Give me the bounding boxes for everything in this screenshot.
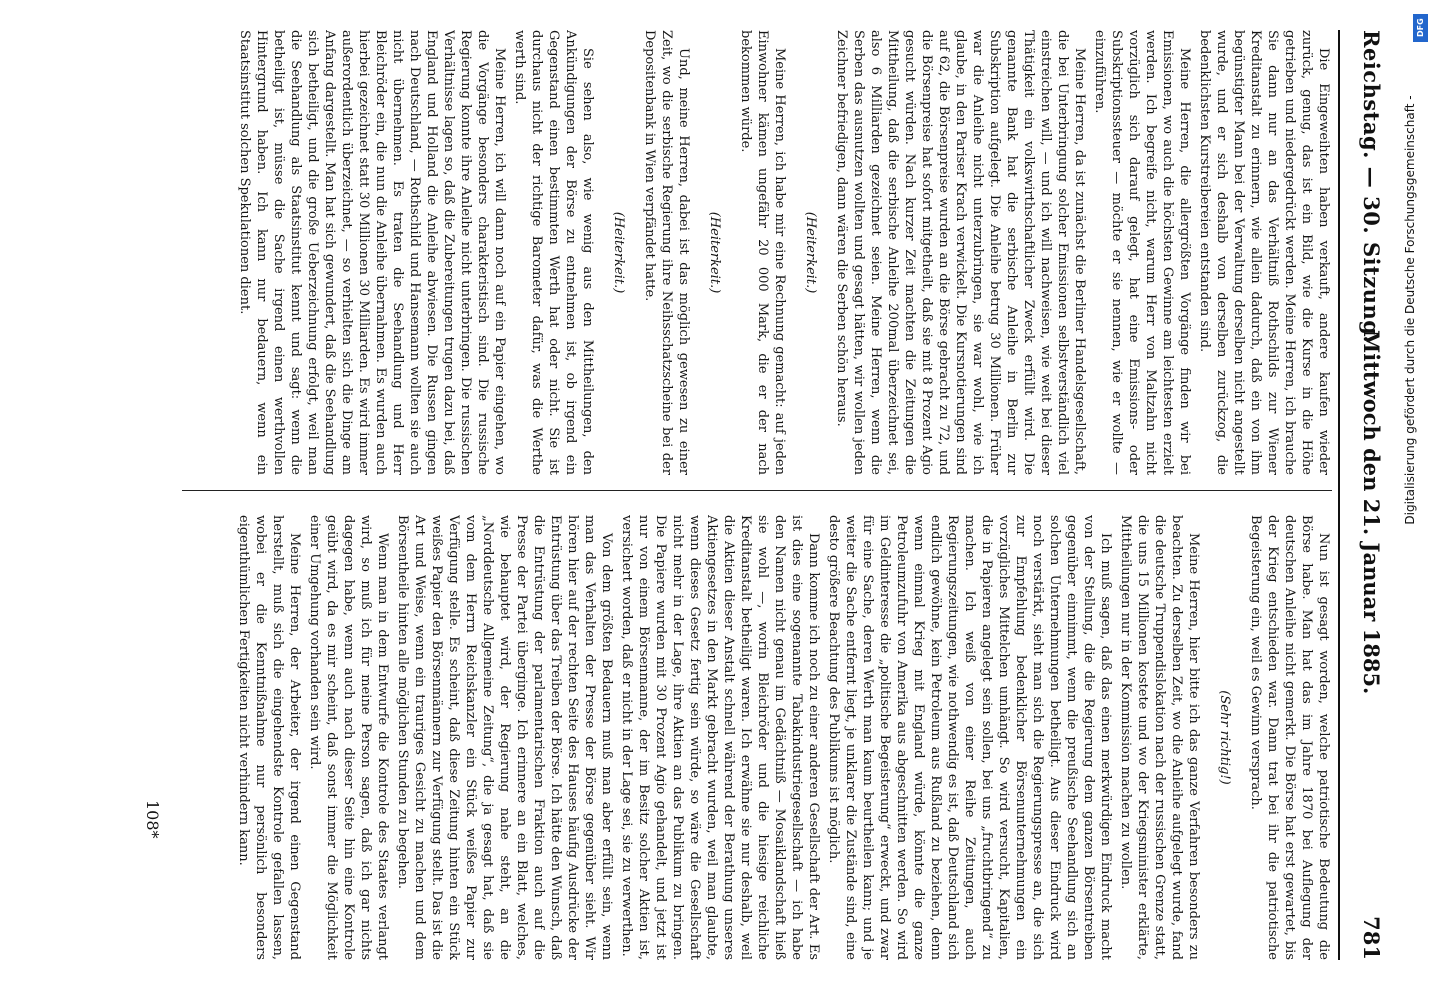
dfg-logo: DFG	[1413, 14, 1428, 42]
interjection-note: (Heiterkeit.)	[803, 211, 818, 294]
header-rule	[1338, 30, 1340, 960]
paragraph: Meine Herren, der Arbeiter, der irgend einen Gegenstand herstellt, muß sich die eingehendste Kontrole gefallen lassen, wobei er die Kenntnißnahme nur persönlich besonders eigenthümlichen Fertigkeiten nicht verhindern kann.	[236, 515, 302, 960]
paragraph: Ich muß sagen, daß das einen merkwürdigen Eindruck macht von der Stellung, die die Regierung dem ganzen Börsentreiben gegenüber einnimmt, wenn die preußische Seehandlung sich an solchen Unternehmungen betheiligt. Aus dieser Eindruck wird noch verstärkt, sieht man sich die Regierungspresse an, die sich zur Empfehlung bedenklicher Börsenunternehmungen ein vorzügliches Mittelchen umhängt. So wird versucht, Kapitalien, die in Papieren angelegt sein sollen, bei uns „fruchtbringend“ zu machen. Ich weiß von einer Reihe Zeitungen, auch Regierungszeitungen, wie nothwendig es ist, daß Deutschland sich endlich gewöhne, kein Petroleum aus Rußland zu beziehen, denn wenn einmal Krieg mit England würde, könnte die ganze Petroleumzufuhr von Amerika aus abgeschnitten werden. So wird im Geldinteresse die „politische Begeisterung“ erweckt, und zwar für eine Sache, deren Werth man kaum beurtheilen kann; und je weiter die Sache entfernt liegt, je unklarer die Zustände sind, eine desto größere Beachtung des Publikums ist möglich.	[826, 515, 1113, 960]
paragraph: Meine Herren, ich will dann noch auf ein Papier eingehen, wo die Vorgänge besonders charakteristisch sind. Die russische Regierung konnte ihre Anleihe nicht unterbringen. Die russischen Verhältnisse lagen so, daß die Zubereitungen trugen dazu bei, daß England und Holland die Anleihe abwiesen. Die Russen gingen nach Deutschland, — Rothschild und Hansemann wollten sie auch nicht übernehmen. Es traten die Seehandlung und Herr Bleichröder ein, die nun die Anleihe übernahmen. Es wurden auch hierbei gezeichnet statt 30 Millionen 30 Milliarden. Es wird immer außerordentlich überzeichnet, — so verhielten sich die Dinge am Anfang dargestellt. Man hat sich gewundert, daß die Seehandlung sich betheiligt, und die große Ueberzeichnung erfolgt, weil man die Seehandlung als Staatsinstitut kennt und sagt: wenn die betheiligt ist, müsse die Sache irgend einen werthvollen Hintergrund haben. Ich kann nur bedauern, wenn ein Staatsinstitut solchen Spekulationen dient.	[237, 30, 507, 475]
paragraph: Die Eingeweihten haben verkauft, andere kaufen wieder zurück, genug, das ist ein Bild, wie die Kurse in die Höhe getrieben und niedergedrückt werden. Meine Herren, ich brauche Sie dann nur an das Verhältniß Rothschilds zur Wiener Kreditanstalt zu erinnern, wie allein dadurch, daß ein von ihm begünstigter Mann bei der Verwaltung derselben nicht angestellt wurde, und er sich deshalb von derselben zurückzog, die bedenklichsten Kurstreibereien entstanden sind.	[1197, 30, 1331, 475]
paragraph: Wenn man in dem Entwurfe die Kontrole des Staates verlangt wird, so muß ich für meine Person sagen, daß ich gar nichts dagegen habe, wenn auch nach dieser Seite hin eine Kontrole geübt wird, da es mir scheint, daß sonst immer die Möglichkeit einer Umgehung vorhanden sein wird.	[307, 515, 390, 960]
signature-mark: 108*	[143, 800, 162, 839]
paragraph: Sie sehen also, wie wenig aus den Mittheilungen, den Ankündigungen der Börse zu entnehmen ist, ob irgend ein Gegenstand einen bestimmten Werth hat oder nicht. Sie ist durchaus nicht der richtige Barometer dafür, was die Werthe werth sind.	[512, 30, 595, 475]
paragraph: Meine Herren, hier bitte ich das ganze Verfahren besonders zu beachten. Zu derselben Zeit, wo die Anleihe aufgelegt wurde, fand die deutsche Truppendislokation nach der russischen Grenze statt, die uns 15 Millionen kostete und wo der Kriegsminister erklärte, Mittheilungen nur in der Kommission machen zu wollen.	[1118, 515, 1201, 960]
page-number: 781	[1359, 916, 1384, 960]
digitization-note: Digitalisierung gefördert durch die Deutsche Forschungsgemeinschaft -	[1403, 95, 1417, 525]
paragraph: Meine Herren, ich habe mir eine Rechnung gemacht: auf jeden Einwohner kämen ungefähr 20 000 Mark, die er der nach bekommen würde.	[738, 30, 787, 475]
paragraph: Von dem größten Bedauern muß man aber erfüllt sein, wenn man das Verhalten der Presse der Börse gegenüber sieht. Wir hören hier auf der rechten Seite des Hauses häufig Ausdrücke der Entrüstung über das Treiben der Börse. Ich hätte den Wunsch, daß die Entrüstung der parlamentarischen Fraktion auch auf die Presse der Partei überginge. Ich erinnere an ein Blatt, welches, wie behauptet wird, der Regierung nahe steht, an die „Norddeutsche Allgemeine Zeitung“, die ja gesagt hat, daß sie vom dem Herrn Reichskanzler ein Stück weißes Papier zur Verfügung stelle. Es scheint, daß diese Zeitung hinten ein Stück weißes Papier den Börsenmännern zur Verfügung stellt. Das ist die Art und Weise, wenn ein trauriges Gesicht zu machen und dem Börsentheile hinten alle möglichen Stunden zu begehen.	[395, 515, 614, 960]
interjection-note: (Heiterkeit.)	[611, 211, 626, 294]
interjection-note: (Heiterkeit.)	[707, 211, 722, 294]
paragraph: Meine Herren, die allergrößten Vorgänge finden wir bei Emissionen, wo auch die höchsten Gewinne am leichtesten erzielt werden. Ich begreife nicht, warum Herr von Maltzahn nicht vorzüglich sich darauf gelegt, hat eine Emissions- oder Subskriptionssteuer — möchte er sie nennen, wie er wollte — einzuführen.	[1092, 30, 1192, 475]
paragraph: Dann komme ich noch zu einer anderen Gesellschaft der Art. Es ist dies eine sogenannte Tabakindustriegesellschaft — ich habe den Namen nicht genau im Gedächtniß — Mosaiklandschaft hieß sie wohl —, worin Bleichröder und die hiesige reichliche Kreditanstalt betheiligt waren. Ich erwähne sie nur deshalb, weil die Aktien dieser Anstalt schnell während der Berathung unseres Aktiengesetzes in den Markt gebracht wurden, weil man glaubte, wenn dieses Gesetz fertig sein würde, so wäre die Gesellschaft nicht mehr in der Lage, ihre Aktien an das Publikum zu bringen. Die Papiere wurden mit 30 Prozent Agio gehandelt, und jetzt ist nur von einem Börsenmanne, der im Besitz solcher Aktien ist, versichert worden, daß er nicht in der Lage sei, sie zu verwerthen.	[619, 515, 821, 960]
paragraph: Nun ist gesagt worden, welche patriotische Bedeutung die Börse habe. Man hat das im Jahre 1870 bei Auflegung der deutschen Anleihe nicht gemerkt. Die Börse hat erst gewartet, bis der Krieg entschieden war. Dann trat bei ihr die patriotische Begeisterung ein, weil es Gewinn versprach.	[1248, 515, 1331, 960]
column-divider	[182, 490, 1332, 491]
paragraph: Meine Herren, da ist zunächst die Berliner Handelsgesellschaft, die bei Unterbringung solcher Emissionen selbstverständlich viel einstreichen will, — und ich will nachweisen, wie weit bei dieser Thätigkeit ein volkswirthschaftlicher Zweck erfüllt wird. Die genannte Bank hat die serbische Anleihe in Berlin zur Subskription aufgelegt. Die Anleihe betrug 30 Millionen. Früher war die Anleihe nicht unterzubringen, sie war wohl, wie ich glaube, in den Pariser Krach verwickelt. Die Kursnotierungen sind auf 62, die Börsenpreise wurden an die Börse gebracht zu 72, und die Börsenpreise hat sofort mitgetheilt, daß sie mit 8 Prozent Agio gesucht würden. Nach kurzer Zeit machten die Zeitungen die Mittheilung, daß die serbische Anleihe 200mal überzeichnet sei, also 6 Milliarden gezeichnet seien. Meine Herren, wenn die Serben das ausnutzen wollten und gesagt hätten, wir wollen jeden Zeichner befriedigen, dann wären die Serben schön heraus.	[834, 30, 1087, 475]
right-column	[182, 515, 1332, 960]
interjection-note: (Sehr richtig!)	[1217, 690, 1232, 785]
header-date: Mittwoch den 21. Januar 1885.	[1359, 330, 1384, 695]
digitization-sidebar	[1388, 0, 1432, 1000]
left-column	[182, 30, 1332, 475]
paragraph: Und, meine Herren, dabei ist das möglich gewesen zu einer Zeit, wo die serbische Regierung ihre Neihsschatzscheine bei der Depositenbank in Wien verpfändet hatte.	[642, 30, 691, 475]
header-title: Reichstag. — 30. Sitzung.	[1359, 30, 1384, 344]
page-header	[1352, 30, 1392, 960]
